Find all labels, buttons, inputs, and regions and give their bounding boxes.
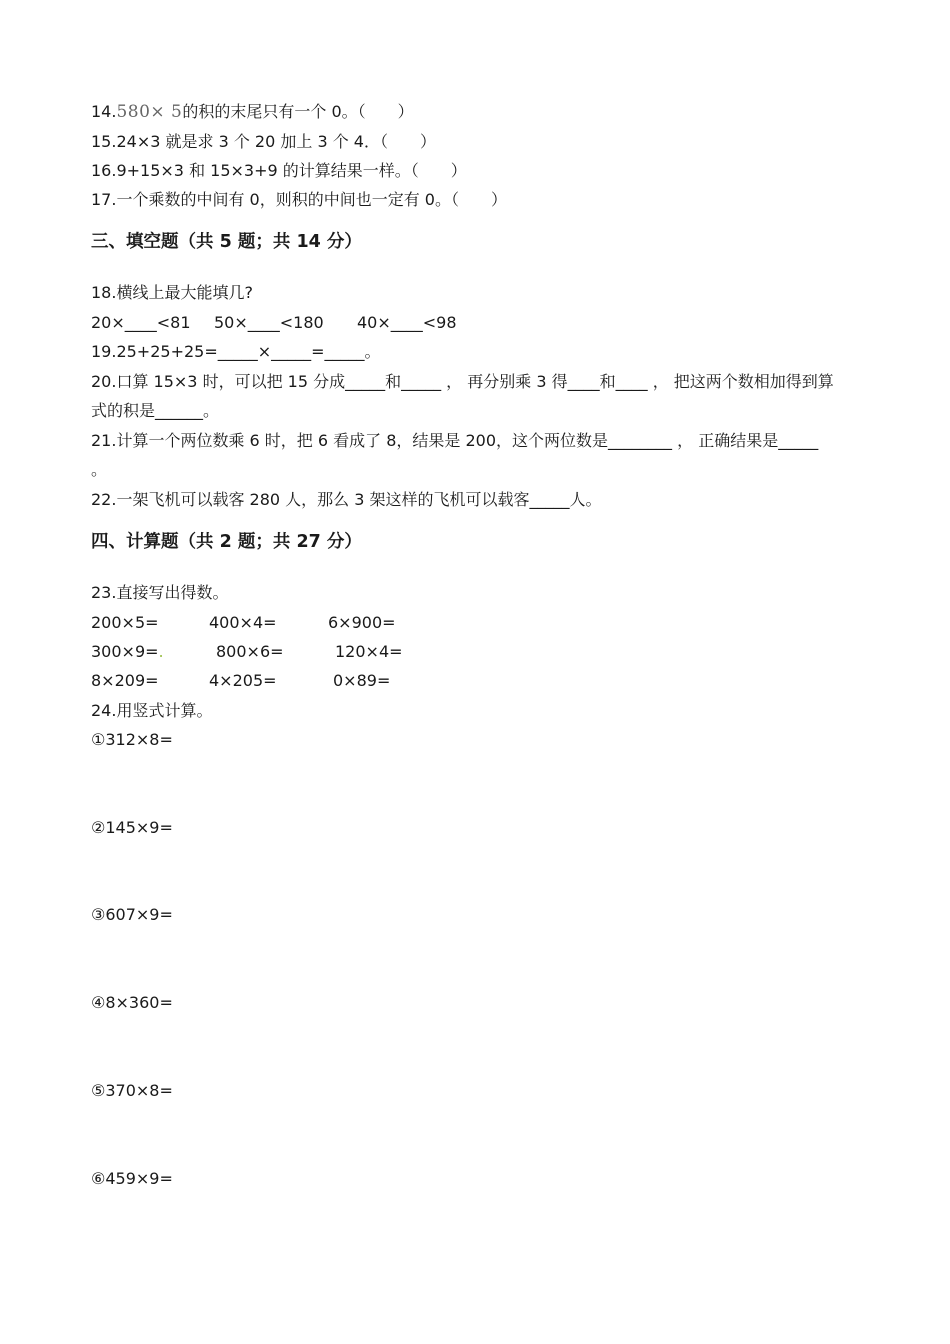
q24-item-4: ④8×360= [91,993,173,1012]
q24-item-6: ⑥459×9= [91,1169,173,1188]
q23-cell: 0×89= [333,671,391,690]
q23-cell: 4×205= [209,671,277,690]
section-fill-blank-title: 三、填空题（共 5 题；共 14 分） [91,232,362,252]
q23-cell: 400×4= [209,613,277,632]
section-calculation-title: 四、计算题（共 2 题；共 27 分） [91,532,362,552]
question-20-line2: 式的积是______。 [91,401,220,420]
question-text: 9+15×3 和 15×3+9 的计算结果一样。（ ） [116,161,467,180]
question-number: 17. [91,190,117,209]
q18-part-2: 50×____<180 [214,313,324,332]
q24-item-3: ③607×9= [91,905,173,924]
question-24-title: 24.用竖式计算。 [91,701,213,720]
q24-item-1: ①312×8= [91,730,173,749]
q23-cell: 800×6= [216,642,284,661]
q23-cell: 300×9=. [91,642,164,661]
question-text: 24×3 就是求 3 个 20 加上 3 个 4．（ ） [116,132,436,151]
question-21-line1: 21.计算一个两位数乘 6 时，把 6 看成了 8，结果是 200，这个两位数是________ ， 正确结果是_____ [91,431,819,450]
question-19: 19.25+25+25=_____×_____=_____。 [91,342,381,361]
q18-part-1: 20×____<81 [91,313,191,332]
question-20-line1: 20.口算 15×3 时，可以把 15 分成_____和_____ ， 再分别乘 3 得____和____ ， 把这两个数相加得到算 [91,372,834,391]
question-14 [91,101,414,123]
q18-part-3: 40×____<98 [357,313,457,332]
expression-image-580x5: 580× 5 [116,102,183,122]
q23-cell: 8×209= [91,671,159,690]
question-text: 一个乘数的中间有 0，则积的中间也一定有 0。（ ） [116,190,507,209]
q24-item-5: ⑤370×8= [91,1081,173,1100]
question-18-title: 18.横线上最大能填几? [91,283,253,302]
q23-cell: 6×900= [328,613,396,632]
question-number: 15. [91,132,117,151]
question-15 [91,131,436,153]
question-number: 16. [91,161,117,180]
question-23-title: 23.直接写出得数。 [91,583,229,602]
question-number: 14. [91,102,117,121]
question-16 [91,160,467,182]
q23-cell: 200×5= [91,613,159,632]
question-text: 的积的末尾只有一个 0。（ ） [182,102,414,121]
question-21-line2: 。 [91,460,108,479]
question-17 [91,189,507,211]
q23-cell: 120×4= [335,642,403,661]
question-22: 22.一架飞机可以载客 280 人，那么 3 架这样的飞机可以载客_____人。 [91,490,602,509]
q24-item-2: ②145×9= [91,818,173,837]
